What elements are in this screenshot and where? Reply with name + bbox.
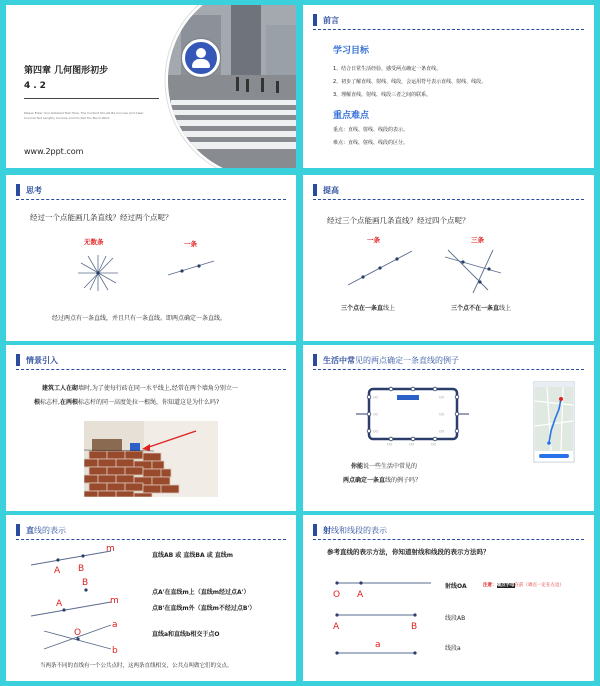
subtext-line2: Concise Not Lengthy Concise And Do Not Too Much Word.	[24, 116, 111, 120]
slide-preface[interactable]	[303, 5, 594, 168]
segment-a-notation: 线段a	[445, 645, 461, 652]
slide-header-b: 线和线段的表示	[331, 525, 387, 535]
question: 经过一个点能画几条直线？经过两个点呢？	[30, 213, 173, 222]
ray-segment-figures	[323, 575, 433, 665]
point-on-line: 点A'在直线m上（直线m经过点A'）	[152, 589, 250, 596]
slide-scenario[interactable]	[6, 345, 296, 511]
header-divider	[313, 199, 584, 200]
label-A-prime: A	[56, 599, 63, 609]
line-notation-figures	[26, 543, 136, 653]
caption-noncollinear	[451, 303, 511, 312]
question: 参考直线的表示方法，你知道射线和线段的表示方法吗？	[327, 548, 490, 556]
label-B: B	[78, 564, 85, 574]
label-a: a	[375, 640, 381, 650]
header-divider	[313, 29, 584, 30]
header-divider	[16, 539, 286, 540]
line-ab-notation: 直线AB 或 直线BA 或 直线m	[152, 552, 234, 559]
key-point: 重点：直线、射线、线段的表示。	[333, 127, 409, 133]
label-m2: m	[110, 596, 119, 606]
slide-title[interactable]	[6, 5, 296, 168]
example-question-line2-a: 两点确定一条直	[343, 477, 386, 484]
label-B: B	[411, 622, 418, 632]
ray-note-c: 在前（端点一定在左边）	[514, 583, 564, 588]
example-question-line2-b: 线的例子吗？	[385, 477, 422, 484]
slide-header	[323, 355, 459, 366]
header-bar	[313, 184, 317, 196]
caption-noncollinear-a: 三个点不在一条直	[451, 305, 500, 312]
label-one: 一条	[184, 240, 197, 248]
header-bar	[313, 524, 317, 536]
slide-examples[interactable]	[303, 345, 594, 511]
goal-title: 学习目标	[333, 46, 370, 56]
one-line-through-two-points-figure	[166, 255, 216, 280]
segment-ab-notation: 线段AB	[445, 615, 466, 622]
ray-note	[483, 582, 564, 588]
slide-header	[323, 525, 387, 536]
svg-text:○○: ○○	[409, 442, 415, 446]
svg-text:○○: ○○	[431, 442, 437, 446]
difficult-point: 难点：直线、射线、线段的区分。	[333, 140, 409, 146]
example-question-line1-a: 你能	[351, 463, 364, 470]
caption-collinear-a: 三个点在一条直	[341, 305, 384, 312]
header-bar	[16, 184, 20, 196]
slide-header	[26, 525, 66, 536]
header-bar	[313, 14, 317, 26]
label-infinite: 无数条	[84, 238, 104, 246]
question: 经过三个点能画几条直线？经过四个点呢？	[327, 216, 470, 225]
svg-text:○○: ○○	[439, 429, 445, 433]
label-B-prime: B	[82, 578, 89, 588]
example-question-line1	[351, 461, 417, 470]
svg-text:○○: ○○	[439, 412, 445, 416]
label-A2: A	[333, 622, 340, 632]
ray-notation: 射线OA	[445, 583, 467, 590]
subtext-line1: Please Enter Your Detailed Text Here, The Content Should Be Concise And Clear,	[24, 111, 145, 115]
header-divider	[16, 369, 286, 370]
slide-header: 情景引入	[26, 355, 58, 365]
goal-2: 2、初步了解直线、射线、线段，会运用符号表示直线、射线、线段。	[333, 79, 487, 85]
scenario-line1-b: 墙时,为了使每行砖在同一水平线上,经常在两个墙角分别立一	[78, 385, 238, 392]
many-lines-through-point-figure	[76, 253, 121, 293]
slide-header: 思考	[26, 185, 42, 195]
caption-collinear	[341, 303, 395, 312]
scenario-line2	[34, 397, 219, 406]
slide-think[interactable]	[6, 175, 296, 341]
label-m: m	[106, 544, 115, 554]
user-avatar-icon	[182, 39, 220, 77]
brick-wall-photo	[84, 421, 218, 497]
caption-collinear-b: 线上	[383, 305, 396, 312]
svg-text:○○: ○○	[387, 442, 393, 446]
street-photo	[161, 5, 296, 168]
svg-text:○○: ○○	[439, 395, 445, 399]
header-divider	[16, 199, 286, 200]
intersection-notation: 直线a和直线b相交于点O	[152, 631, 220, 638]
goal-1: 1、结合日常生活经验，感受两点确定一条直线。	[333, 66, 442, 72]
example-question-line1-b: 说一些生活中常见的	[363, 463, 418, 470]
subway-map	[351, 381, 471, 447]
conclusion: 经过两点有一条直线，并且只有一条直线。即两点确定一条直线。	[52, 315, 227, 322]
key-title: 重点难点	[333, 111, 370, 121]
intersection-definition: 当两条不同的直线有一个公共点时，这两条直线相交，公共点叫做它们的交点。	[40, 663, 233, 669]
three-collinear-points-figure	[345, 247, 415, 289]
slide-header-a: 射	[323, 525, 331, 535]
caption-noncollinear-b: 线上	[499, 305, 512, 312]
slide-header-a: 直	[26, 525, 34, 535]
slide-ray-segment[interactable]	[303, 515, 594, 681]
section-number: 4.2	[24, 81, 49, 91]
scenario-line1	[42, 383, 238, 392]
label-a: a	[112, 620, 118, 630]
three-noncollinear-points-figure	[443, 245, 503, 295]
scenario-line2-c: 在两根	[59, 399, 78, 406]
point-off-line: 点B'在直线m外（直线m不经过点B'）	[152, 605, 256, 612]
slide-header-a: 生活中常	[323, 355, 355, 365]
slide-header: 提高	[323, 185, 339, 195]
chapter-title: 第四章 几何图形初步	[24, 66, 109, 76]
slide-header: 前言	[323, 15, 339, 25]
header-bar	[16, 354, 20, 366]
label-three: 三条	[471, 236, 484, 244]
slide-header-b: 见的两点确定一条直线的例子	[355, 355, 459, 365]
label-A: A	[54, 566, 61, 576]
slide-improve[interactable]	[303, 175, 594, 341]
ray-note-a: 注意：	[483, 583, 497, 588]
label-one: 一条	[367, 236, 380, 244]
title-divider	[24, 98, 159, 99]
slide-line-notation[interactable]	[6, 515, 296, 681]
ray-note-b: 端点字母	[496, 583, 515, 588]
label-O: O	[74, 628, 82, 638]
label-O: O	[333, 590, 341, 600]
goal-3: 3、理解直线、射线、线段三者之间的联系。	[333, 92, 432, 98]
header-bar	[313, 354, 317, 366]
scenario-line2-b: 标志杆,	[40, 399, 60, 406]
header-divider	[313, 369, 584, 370]
phone-map-screenshot	[533, 381, 575, 463]
svg-text:○○: ○○	[373, 429, 379, 433]
scenario-line1-a: 建筑工人在砌	[42, 385, 79, 392]
scenario-line2-d: 标志杆的同一高度处拉一根绳，你知道这是为什么吗?	[77, 399, 220, 406]
website-link[interactable]: www.2ppt.com	[24, 147, 84, 156]
svg-text:○○: ○○	[373, 395, 379, 399]
header-divider	[313, 539, 584, 540]
scenario-line2-a: 根	[34, 399, 41, 406]
slide-header-b: 线的表示	[34, 525, 66, 535]
label-b: b	[112, 646, 118, 653]
header-bar	[16, 524, 20, 536]
label-A: A	[357, 590, 364, 600]
example-question-line2	[343, 475, 421, 484]
svg-text:○○: ○○	[373, 412, 379, 416]
